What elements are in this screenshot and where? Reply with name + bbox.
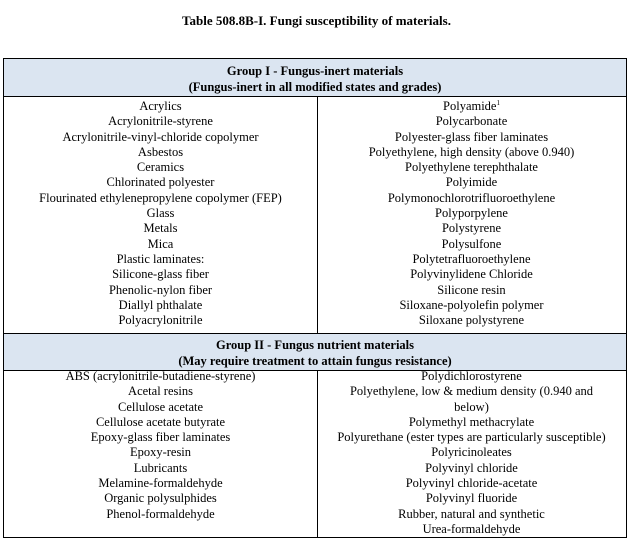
list-item: Polyvinyl chloride-acetate <box>405 476 538 491</box>
list-item: Mica <box>147 236 174 251</box>
list-item: Polymethyl methacrylate <box>408 414 535 429</box>
group-2-subtitle: (May require treatment to attain fungus resistance) <box>178 354 452 368</box>
list-item: Cellulose acetate butyrate <box>95 414 226 429</box>
list-item: Diallyl phthalate <box>118 297 203 312</box>
list-item: Asbestos <box>137 144 184 159</box>
group-2-title: Group II - Fungus nutrient materials <box>215 338 415 352</box>
list-item: Acetal resins <box>128 384 193 399</box>
group-1-right-column <box>317 99 626 328</box>
list-item: Polyester-glass fiber laminates <box>394 129 549 144</box>
list-item: Siloxane-polyolefin polymer <box>399 297 544 312</box>
list-item: Polydichlorostyrene <box>421 369 522 383</box>
list-item: Polystyrene <box>441 221 502 236</box>
group-1-subtitle: (Fungus-inert in all modified states and grades) <box>188 80 442 94</box>
list-item: Polysulfone <box>441 236 502 251</box>
list-item: Epoxy-glass fiber laminates <box>90 430 231 445</box>
list-item: Polyethylene, high density (above 0.940) <box>368 144 575 159</box>
group-1-header <box>4 59 626 97</box>
list-item: Silicone resin <box>437 282 506 297</box>
list-item: Polyacrylonitrile <box>118 313 203 328</box>
list-item: Acrylonitrile-vinyl-chloride copolymer <box>62 129 259 144</box>
list-item: Flourinated ethylenepropylene copolymer (FEP) <box>39 190 282 205</box>
list-item: Metals <box>143 221 178 236</box>
list-item: Rubber, natural and synthetic <box>398 506 545 521</box>
list-item: Glass <box>146 206 175 221</box>
list-item <box>317 99 626 114</box>
list-item: Polyporpylene <box>435 206 508 221</box>
list-item: Polyvinyl fluoride <box>425 491 518 506</box>
list-item: Urea-formaldehyde <box>422 521 521 536</box>
list-item: Organic polysulphides <box>104 491 217 506</box>
list-item: Ceramics <box>136 160 185 175</box>
group-2-left-column <box>4 369 317 522</box>
footnote-marker: 1 <box>496 99 500 107</box>
list-item: Polytetrafluoroethylene <box>412 251 531 266</box>
list-item: Silicone-glass fiber <box>112 267 209 282</box>
list-item: Polyricinoleates <box>431 445 512 460</box>
list-item: Polyvinyl chloride <box>425 460 518 475</box>
list-item: Epoxy-resin <box>129 445 192 460</box>
list-item: ABS (acrylonitrile-butadiene-styrene) <box>65 369 256 383</box>
list-item: Plastic laminates: <box>116 251 205 266</box>
list-item: Melamine-formaldehyde <box>98 476 223 491</box>
group-1-left-column <box>4 99 317 328</box>
table-caption: Table 508.8B-I. Fungi susceptibility of materials. <box>182 13 451 28</box>
list-item: Polyurethane (ester types are particularly susceptible) <box>337 430 606 445</box>
list-item: Acrylonitrile-styrene <box>108 114 213 129</box>
group-2-right-column <box>317 369 626 537</box>
list-item: Lubricants <box>133 460 188 475</box>
group-1-title: Group I - Fungus-inert materials <box>226 64 404 78</box>
list-item: Acrylics <box>139 99 182 113</box>
list-item: Polymonochlorotrifluoroethylene <box>387 190 556 205</box>
polyamide-label: Polyamide <box>443 99 497 113</box>
list-item: Phenol-formaldehyde <box>106 506 215 521</box>
list-item: Siloxane polystyrene <box>418 313 525 328</box>
list-item: Phenolic-nylon fiber <box>108 282 213 297</box>
list-item: Cellulose acetate <box>117 399 204 414</box>
list-item: Polyethylene, low & medium density (0.940 and below) <box>349 384 594 414</box>
list-item: Polyimide <box>445 175 498 190</box>
list-item: Chlorinated polyester <box>106 175 215 190</box>
list-item: Polycarbonate <box>435 114 508 129</box>
fungi-susceptibility-table <box>3 58 627 538</box>
list-item: Polyvinylidene Chloride <box>410 267 533 282</box>
group-2-header <box>4 333 626 371</box>
list-item: Polyethylene terephthalate <box>405 160 538 175</box>
